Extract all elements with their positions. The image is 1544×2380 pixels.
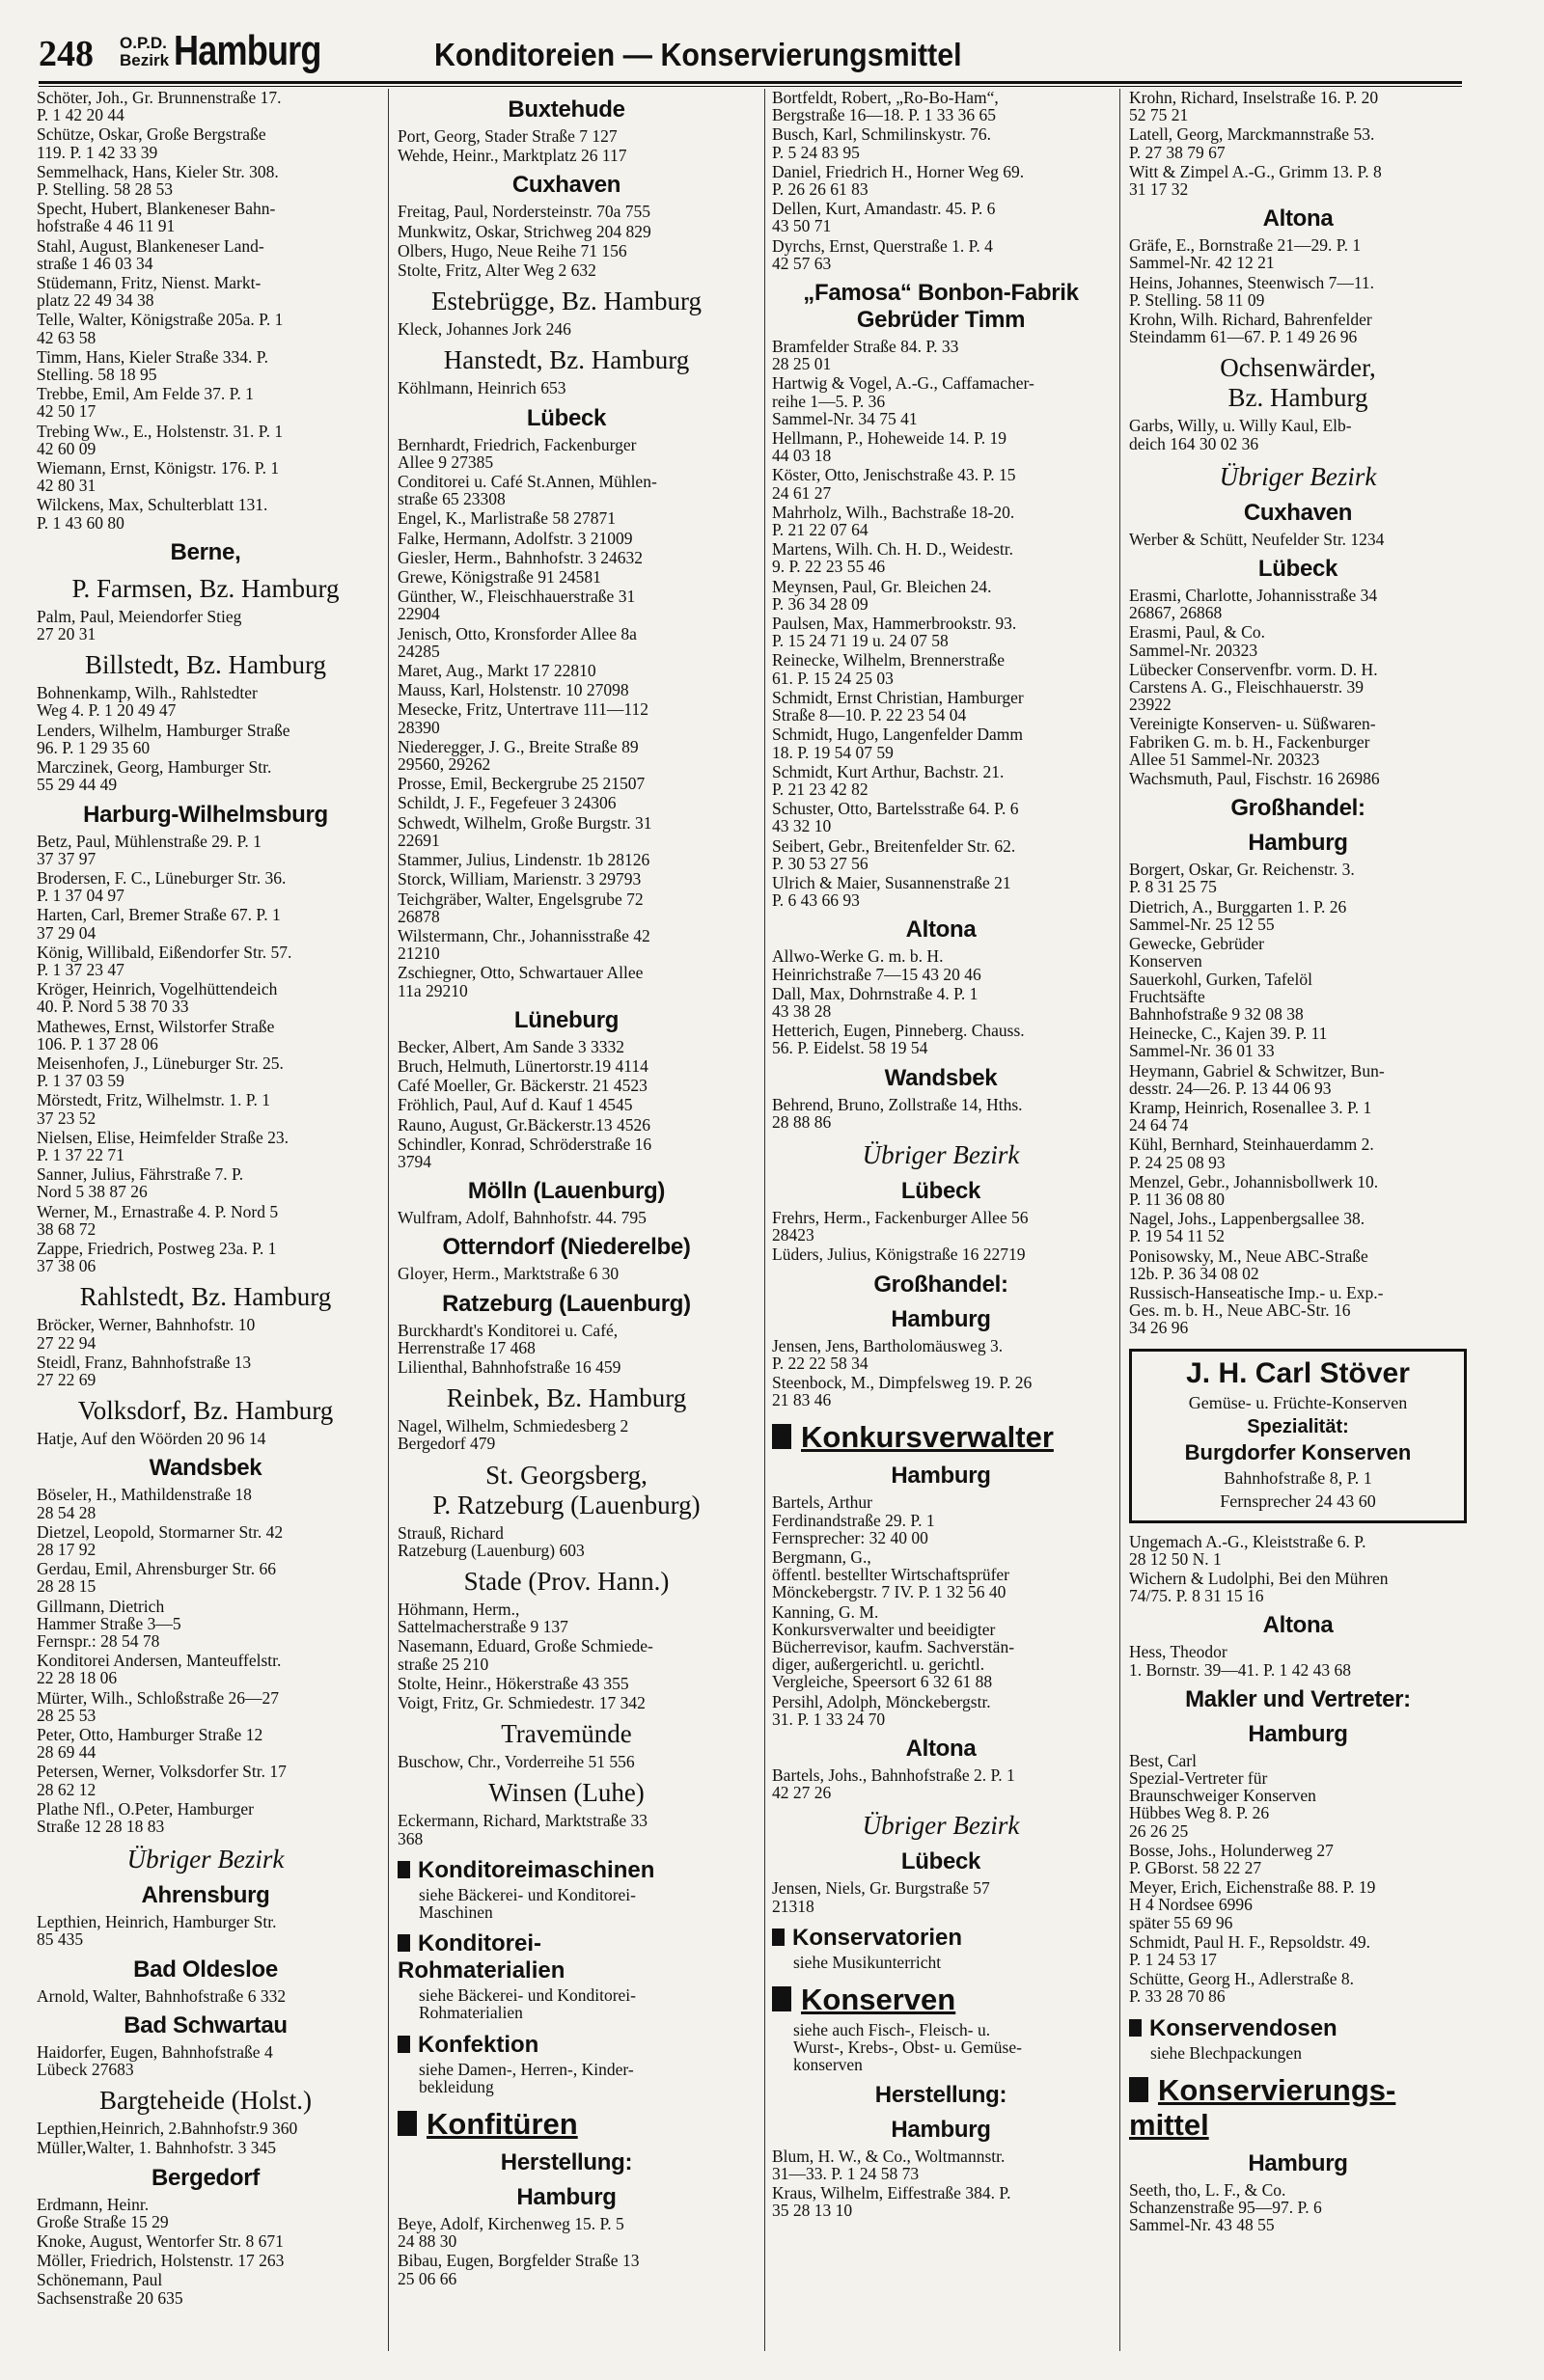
directory-entry: Rauno, August, Gr.Bäckerstr.13 4526	[398, 1114, 650, 1135]
directory-entry: Lübecker Conservenfbr. vorm. D. H. Carstens A. G., Fleischhauerstr. 39 23922	[1129, 659, 1378, 715]
directory-entry: Konditorei Andersen, Manteuffelstr. 22 28 18 06	[37, 1651, 282, 1688]
bezirk-label: Bezirk	[120, 51, 170, 69]
place-heading: Berne,	[170, 538, 241, 565]
directory-entry: Dellen, Kurt, Amandastr. 45. P. 6 43 50 71	[772, 199, 996, 236]
directory-entry: Böseler, H., Mathildenstraße 18 28 54 28	[37, 1485, 252, 1522]
directory-entry: Bibau, Eugen, Borgfelder Straße 13 25 06 66	[398, 2251, 640, 2288]
directory-entry: Gräfe, E., Bornstraße 21—29. P. 1 Sammel-Nr. 42 12 21	[1129, 235, 1362, 273]
directory-entry: Mathewes, Ernst, Wilstorfer Straße 106. P. 1 37 28 06	[37, 1016, 275, 1053]
directory-entry: Schmidt, Kurt Arthur, Bachstr. 21. P. 21 23 42 82	[772, 761, 1005, 799]
directory-entry: Werner, M., Ernastraße 4. P. Nord 5 38 68 72	[37, 1201, 279, 1239]
directory-entry: Café Moeller, Gr. Bäckerstr. 21 4523	[398, 1076, 648, 1096]
directory-entry: Wulfram, Adolf, Bahnhofstr. 44. 795	[398, 1208, 647, 1228]
advertisement-line: Spezialität:	[1247, 1415, 1349, 1437]
directory-entry: Best, Carl Spezial-Vertreter für Braunschweiger Konserven Hübbes Weg 8. P. 26 26 26 25	[1129, 1750, 1316, 1841]
directory-entry: Mahrholz, Wilh., Bachstraße 18-20. P. 21 22 07 64	[772, 502, 1015, 540]
advertisement-line: Bahnhofstraße 8, P. 1	[1224, 1467, 1372, 1488]
directory-entry: Specht, Hubert, Blankeneser Bahn- hofstraße 4 46 11 91	[37, 199, 276, 236]
directory-entry: Gloyer, Herm., Marktstraße 6 30	[398, 1264, 620, 1284]
directory-entry: Grewe, Königstraße 91 24581	[398, 567, 601, 588]
directory-entry: Nagel, Wilhelm, Schmiedesberg 2 Bergedorf 479	[398, 1416, 629, 1454]
region-heading: Übriger Bezirk	[862, 1811, 1020, 1841]
directory-entry: Günther, W., Fleischhauerstraße 31 22904	[398, 587, 636, 624]
place-heading: Cuxhaven	[1243, 499, 1353, 526]
directory-entry: Wichern & Ludolphi, Bei den Mühren 74/75. P. 8 31 15 16	[1129, 1568, 1389, 1606]
directory-entry: Trebbe, Emil, Am Felde 37. P. 1 42 50 17	[37, 384, 254, 422]
directory-entry: Dietzel, Leopold, Stormarner Str. 42 28 17 92	[37, 1521, 284, 1559]
directory-entry: Jensen, Jens, Bartholomäusweg 3. P. 22 22 58 34	[772, 1335, 1004, 1373]
directory-entry: Olbers, Hugo, Neue Reihe 71 156	[398, 240, 627, 260]
directory-entry: Becker, Albert, Am Sande 3 3332	[398, 1036, 625, 1056]
category-heading: Konservatorien	[772, 1925, 1110, 1952]
directory-entry: Gerdau, Emil, Ahrensburger Str. 66 28 28 15	[37, 1559, 277, 1597]
directory-entry: Schildt, J. F., Fegefeuer 3 24306	[398, 793, 617, 813]
region-heading: Übriger Bezirk	[1219, 461, 1377, 491]
directory-entry: Hellmann, P., Hoheweide 14. P. 19 44 03 18	[772, 428, 1007, 466]
directory-entry: Dall, Max, Dohrnstraße 4. P. 1 43 38 28	[772, 983, 979, 1021]
directory-entry: Seibert, Gebr., Breitenfelder Str. 62. P. 30 53 27 56	[772, 835, 1016, 873]
directory-entry: Seeth, tho, L. F., & Co. Schanzenstraße 95—97. P. 6 Sammel-Nr. 43 48 55	[1129, 2179, 1322, 2235]
directory-entry: Jenisch, Otto, Kronsforder Allee 8a 24285	[398, 623, 637, 661]
page-header	[39, 27, 1457, 77]
directory-entry: Sanner, Julius, Fährstraße 7. P. Nord 5 38 87 26	[37, 1164, 244, 1202]
directory-entry: Knoke, August, Wentorfer Str. 8 671	[37, 2231, 284, 2252]
region-heading: Übriger Bezirk	[862, 1139, 1020, 1169]
directory-entry: Bramfelder Straße 84. P. 33 28 25 01	[772, 337, 959, 374]
place-heading: Makler und Vertreter:	[1185, 1685, 1411, 1712]
directory-entry: Kanning, G. M. Konkursverwalter und beeidigter Bücherrevisor, kaufm. Sachverstän- diger, außergerichtl. u. gerichtl. Vergleiche, Speersort 6 32 61 88	[772, 1601, 1015, 1692]
place-heading: Billstedt, Bz. Hamburg	[85, 650, 326, 680]
advertisement-line: Gemüse- u. Früchte-Konserven	[1188, 1392, 1408, 1412]
place-heading: „Famosa“ Bonbon-Fabrik Gebrüder Timm	[803, 280, 1079, 334]
place-heading: Lübeck	[1257, 556, 1338, 583]
category-heading: Konditoreimaschinen	[398, 1857, 735, 1884]
place-heading: Bergedorf	[152, 2164, 260, 2191]
place-heading: St. Georgsberg, P. Ratzeburg (Lauenburg)	[432, 1460, 701, 1519]
directory-entry: Kröger, Heinrich, Vogelhüttendeich 40. P. Nord 5 38 70 33	[37, 979, 278, 1017]
directory-entry: Schuster, Otto, Bartelsstraße 64. P. 6 43 32 10	[772, 799, 1019, 836]
place-heading: Hanstedt, Bz. Hamburg	[443, 345, 690, 375]
directory-entry: Stahl, August, Blankeneser Land- straße 1 46 03 34	[37, 235, 264, 273]
place-heading: Ratzeburg (Lauenburg)	[442, 1290, 691, 1317]
directory-entry: Bosse, Johs., Holunderweg 27 P. GBorst. 58 22 27	[1129, 1840, 1334, 1877]
directory-entry: Schmidt, Paul H. F., Repsoldstr. 49. P. 1 24 53 17	[1129, 1931, 1370, 1970]
advertisement-line: Burgdorfer Konserven	[1184, 1439, 1412, 1464]
directory-entry: Giesler, Herm., Bahnhofstr. 3 24632	[398, 547, 643, 567]
directory-entry: Schmidt, Hugo, Langenfelder Damm 18. P. 19 54 07 59	[772, 725, 1024, 762]
directory-entry: Buschow, Chr., Vorderreihe 51 556	[398, 1752, 635, 1772]
header-rule-thin	[39, 86, 1462, 87]
directory-entry: Schmidt, Ernst Christian, Hamburger Straße 8—10. P. 22 23 54 04	[772, 687, 1024, 725]
place-heading: Großhandel:	[873, 1271, 1008, 1298]
category-heading: Konfitüren	[398, 2107, 735, 2142]
cross-reference: siehe Musikunterricht	[793, 1952, 942, 1972]
place-heading: Rahlstedt, Bz. Hamburg	[79, 1282, 332, 1312]
place-heading: Harburg-Wilhelmsburg	[83, 801, 328, 828]
directory-entry: Ponisowsky, M., Neue ABC-Straße 12b. P. 36 34 08 02	[1129, 1245, 1368, 1283]
place-heading: Wandsbek	[884, 1064, 998, 1091]
directory-entry: Krohn, Wilh. Richard, Bahrenfelder Steindamm 61—67. P. 1 49 26 96	[1129, 310, 1372, 347]
directory-entry: Borgert, Oskar, Gr. Reichenstr. 3. P. 8 31 25 75	[1129, 860, 1355, 897]
directory-entry: Mesecke, Fritz, Untertrave 111—112 28390	[398, 699, 648, 737]
directory-entry: Schwedt, Wilhelm, Große Burgstr. 31 22691	[398, 812, 652, 850]
directory-entry: Wachsmuth, Paul, Fischstr. 16 26986	[1129, 769, 1380, 789]
place-heading: Lübeck	[900, 1177, 981, 1204]
directory-entry: Steidl, Franz, Bahnhofstraße 13 27 22 69	[37, 1352, 252, 1389]
directory-entry: Trebing Ww., E., Holstenstr. 31. P. 1 42 60 09	[37, 421, 284, 458]
place-heading: Buxtehude	[508, 96, 625, 123]
directory-entry: Martens, Wilh. Ch. H. D., Weidestr. 9. P. 22 23 55 46	[772, 539, 1013, 577]
directory-entry: Persihl, Adolph, Mönckebergstr. 31. P. 1 33 24 70	[772, 1691, 991, 1729]
directory-entry: Nielsen, Elise, Heimfelder Straße 23. P. 1 37 22 71	[37, 1127, 289, 1164]
category-heading: Konkursverwalter	[772, 1420, 1110, 1455]
cross-reference: siehe Damen-, Herren-, Kinder- bekleidung	[419, 2059, 634, 2096]
place-heading: Estebrügge, Bz. Hamburg	[431, 287, 702, 316]
cross-reference: siehe Bäckerei- und Konditorei- Rohmaterialien	[419, 1985, 636, 2023]
directory-entry: Freitag, Paul, Norderstеinstr. 70a 755	[398, 202, 650, 222]
directory-entry: Lilienthal, Bahnhofstraße 16 459	[398, 1356, 621, 1377]
directory-entry: Hetterich, Eugen, Pinneberg. Chauss. 56. P. Eidelst. 58 19 54	[772, 1021, 1025, 1058]
cross-reference: siehe auch Fisch-, Fleisch- u. Wurst-, Krebs-, Obst- u. Gemüse- konserven	[793, 2020, 1022, 2075]
directory-entry: Werber & Schütt, Neufelder Str. 1234	[1129, 529, 1385, 549]
directory-entry: Erasmi, Charlotte, Johannisstraße 34 26867, 26868	[1129, 586, 1378, 623]
directory-entry: Menzel, Gebr., Johannisbollwerk 10. P. 11 36 08 80	[1129, 1171, 1379, 1209]
place-heading: Ahrensburg	[141, 1882, 270, 1909]
place-heading: Bad Schwartau	[124, 2011, 288, 2038]
directory-entry: Munkwitz, Oskar, Strichweg 204 829	[398, 221, 651, 241]
directory-entry: Meisenhofen, J., Lüneburger Str. 25. P. 1 37 03 59	[37, 1053, 284, 1091]
category-heading: Konservendosen	[1129, 2015, 1467, 2042]
directory-entry: Dietrich, A., Burggarten 1. P. 26 Sammel-Nr. 25 12 55	[1129, 896, 1347, 934]
directory-entry: Haidorfer, Eugen, Bahnhofstraße 4 Lübeck 27683	[37, 2041, 273, 2080]
directory-entry: Frehrs, Herm., Fackenburger Allee 56 28423	[772, 1207, 1029, 1245]
place-heading: Otterndorf (Niederelbe)	[442, 1234, 691, 1261]
directory-entry: Schöter, Joh., Gr. Brunnenstraße 17. P. 1 42 20 44	[37, 89, 282, 125]
place-heading: Hamburg	[891, 2116, 991, 2143]
directory-entry: Russisch-Hanseatische Imp.- u. Exp.- Ges. m. b. H., Neue ABC-Str. 16 34 26 96	[1129, 1282, 1384, 1338]
region-heading: Übriger Bezirk	[126, 1845, 285, 1874]
directory-entry: Schütze, Oskar, Große Bergstraße 119. P. 1 42 33 39	[37, 124, 266, 162]
directory-entry: Semmelhack, Hans, Kieler Str. 308. P. Stelling. 58 28 53	[37, 161, 279, 200]
directory-entry: Wehde, Heinr., Marktplatz 26 117	[398, 146, 627, 166]
directory-entry: Marczinek, Georg, Hamburger Str. 55 29 44 49	[37, 757, 272, 795]
place-heading: Mölln (Lauenburg)	[467, 1178, 666, 1205]
directory-entry: Kühl, Bernhard, Steinhauerdamm 2. P. 24 25 08 93	[1129, 1135, 1374, 1172]
directory-entry: Allwo-Werke G. m. b. H. Heinrichstraße 7—15 43 20 46	[772, 946, 981, 984]
directory-entry: Gewecke, Gebrüder Konserven Sauerkohl, Gurken, Tafelöl Fruchtsäfte Bahnhofstraße 9 32 08 38	[1129, 934, 1312, 1024]
directory-entry: Betz, Paul, Mühlenstraße 29. P. 1 37 37 97	[37, 831, 262, 868]
directory-entry: Möller, Friedrich, Holstenstr. 17 263	[37, 2251, 285, 2271]
city-title: Hamburg	[174, 27, 321, 74]
opd-label	[120, 35, 169, 69]
directory-entry: Falke, Hermann, Adolfstr. 3 21009	[398, 528, 633, 548]
directory-entry: Heinecke, C., Kajen 39. P. 11 Sammel-Nr. 36 01 33	[1129, 1024, 1328, 1061]
directory-entry: Latell, Georg, Marckmannstraße 53. P. 27 38 79 67	[1129, 124, 1375, 162]
directory-entry: Kraus, Wilhelm, Eiffestraße 384. P. 35 28 13 10	[772, 2183, 1011, 2221]
place-heading: Hamburg	[891, 1463, 991, 1490]
directory-entry: Garbs, Willy, u. Willy Kaul, Elb- deich 164 30 02 36	[1129, 416, 1352, 453]
directory-entry: Bernhardt, Friedrich, Fackenburger Allee 9 27385	[398, 434, 637, 472]
place-heading: Altona	[1262, 1612, 1334, 1639]
directory-entry: Gillmann, Dietrich Hammer Straße 3—5 Fernspr.: 28 54 78	[37, 1596, 181, 1652]
directory-entry: Mürter, Wilh., Schloßstraße 26—27 28 25 53	[37, 1687, 280, 1725]
directory-entry: Jensen, Niels, Gr. Burgstraße 57 21318	[772, 1878, 990, 1916]
directory-entry: Maret, Aug., Markt 17 22810	[398, 661, 596, 681]
directory-entry: Vereinigte Konserven- u. Süßwaren- Fabriken G. m. b. H., Fackenburger Allee 51 Sammel-Nr. 20323	[1129, 714, 1376, 769]
place-heading: Altona	[905, 1736, 977, 1763]
directory-entry: Schönemann, Paul Sachsenstraße 20 635	[37, 2270, 183, 2308]
directory-entry: Harten, Carl, Bremer Straße 67. P. 1 37 29 04	[37, 905, 281, 943]
directory-entry: Conditorei u. Café St.Annen, Mühlen- straße 65 23308	[398, 472, 657, 509]
advertisement-box	[1129, 1349, 1467, 1523]
directory-entry: Storck, William, Marienstr. 3 29793	[398, 869, 642, 889]
directory-entry: Bartels, Johs., Bahnhofstraße 2. P. 1 42 27 26	[772, 1765, 1015, 1803]
directory-entry: Lepthien, Heinrich, Hamburger Str. 85 435	[37, 1912, 277, 1950]
directory-entry: Ulrich & Maier, Susannenstraße 21 P. 6 43 66 93	[772, 872, 1011, 911]
category-heading: Konditorei- Rohmaterialien	[398, 1930, 735, 1984]
directory-entry: Engel, K., Marlistraße 58 27871	[398, 508, 616, 529]
directory-entry: Ungemach A.-G., Kleiststraße 6. P. 28 12 50 N. 1	[1129, 1531, 1366, 1569]
place-heading: Hamburg	[891, 1305, 991, 1332]
directory-entry: Wiemann, Ernst, Königstr. 176. P. 1 42 80 31	[37, 458, 280, 496]
directory-entry: Teichgräber, Walter, Engelsgrube 72 26878	[398, 889, 644, 926]
category-heading: Konfektion	[398, 2032, 735, 2059]
place-heading: Herstellung:	[500, 2149, 633, 2176]
place-heading: Lübeck	[900, 1848, 981, 1875]
place-heading: Lüneburg	[513, 1006, 620, 1033]
directory-entry: Voigt, Fritz, Gr. Schmiedestr. 17 342	[398, 1692, 646, 1712]
directory-entry: Plathe Nfl., O.Peter, Hamburger Straße 12 28 18 83	[37, 1798, 254, 1837]
directory-entry: Fröhlich, Paul, Auf d. Kauf 1 4545	[398, 1095, 633, 1115]
place-heading: Hamburg	[1248, 830, 1348, 857]
directory-entry: Stolte, Fritz, Alter Weg 2 632	[398, 260, 596, 281]
place-heading: Bad Oldesloe	[133, 1956, 278, 1983]
directory-entry: Hatje, Auf den Wöörden 20 96 14	[37, 1429, 266, 1449]
directory-entry: Prosse, Emil, Beckergrube 25 21507	[398, 774, 646, 794]
directory-entry: Bartels, Arthur Ferdinandstraße 29. P. 1 Fernsprecher: 32 40 00	[772, 1492, 935, 1547]
directory-entry: Blum, H. W., & Co., Woltmannstr. 31—33. P. 1 24 58 73	[772, 2146, 1006, 2183]
cross-reference: siehe Blechpackungen	[1150, 2042, 1302, 2063]
directory-entry: Mauss, Karl, Holstenstr. 10 27098	[398, 680, 629, 700]
place-heading: Cuxhaven	[511, 172, 621, 199]
directory-entry: Hartwig & Vogel, A.-G., Caffamacher- reihe 1—5. P. 36 Sammel-Nr. 34 75 41	[772, 373, 1034, 428]
directory-entry: Bergmann, G., öffentl. bestellter Wirtschaftsprüfer Mönckebergstr. 7 IV. P. 1 32 56 40	[772, 1546, 1009, 1602]
column-3	[772, 89, 1110, 2351]
directory-entry: Brodersen, F. C., Lüneburger Str. 36. P. 1 37 04 97	[37, 867, 287, 906]
directory-entry: Lüders, Julius, Königstraße 16 22719	[772, 1245, 1026, 1265]
directory-entry: König, Willibald, Eißendorfer Str. 57. P. 1 37 23 47	[37, 942, 292, 979]
place-heading: Hamburg	[1248, 2149, 1348, 2176]
place-heading: Hamburg	[1248, 1720, 1348, 1747]
directory-entry: Behrend, Bruno, Zollstraße 14, Hths. 28 88 86	[772, 1094, 1023, 1132]
directory-entry: Meynsen, Paul, Gr. Bleichen 24. P. 36 34 28 09	[772, 576, 992, 614]
directory-entry: Heins, Johannes, Steenwisch 7—11. P. Stelling. 58 11 09	[1129, 272, 1375, 310]
directory-entry: Zschiegner, Otto, Schwartauer Allee 11a 29210	[398, 963, 644, 1000]
directory-entry: Erasmi, Paul, & Co. Sammel-Nr. 20323	[1129, 622, 1265, 660]
directory-entry: Steenbock, M., Dimpfelsweg 19. P. 26 21 83 46	[772, 1372, 1033, 1410]
column-divider	[388, 89, 389, 2351]
directory-entry: Peter, Otto, Hamburger Straße 12 28 69 44	[37, 1725, 263, 1763]
cross-reference: siehe Bäckerei- und Konditorei- Maschinen	[419, 1884, 636, 1922]
directory-entry: Wilstermann, Chr., Johannisstraße 42 21210	[398, 925, 650, 964]
directory-entry: Petersen, Werner, Volksdorfer Str. 17 28 62 12	[37, 1762, 287, 1799]
place-heading: Wandsbek	[149, 1455, 262, 1482]
directory-entry: Telle, Walter, Königstraße 205a. P. 1 42 63 58	[37, 310, 284, 347]
directory-entry: Mörstedt, Fritz, Wilhelmstr. 1. P. 1 37 23 52	[37, 1090, 271, 1128]
directory-entry: Palm, Paul, Meiendorfer Stieg 27 20 31	[37, 606, 242, 644]
directory-entry: Müller,Walter, 1. Bahnhofstr. 3 345	[37, 2138, 276, 2158]
directory-entry: Stüdemann, Fritz, Nienst. Markt- platz 22 49 34 38	[37, 273, 262, 311]
place-heading: Bargteheide (Holst.)	[99, 2086, 312, 2116]
column-divider	[764, 89, 765, 2351]
directory-entry: Eckermann, Richard, Marktstraße 33 368	[398, 1811, 648, 1848]
directory-entry: Reinecke, Wilhelm, Brennerstraße 61. P. 15 24 25 03	[772, 650, 1005, 688]
directory-entry: Arnold, Walter, Bahnhofstraße 6 332	[37, 1985, 287, 2006]
directory-entry: Schindler, Konrad, Schröderstraße 16 3794	[398, 1134, 652, 1171]
directory-entry: Stolte, Heinr., Hökerstraße 43 355	[398, 1673, 629, 1693]
place-heading: Stade (Prov. Hann.)	[463, 1566, 670, 1596]
directory-entry: Heymann, Gabriel & Schwitzer, Bun- desstr. 24—26. P. 13 44 06 93	[1129, 1060, 1385, 1098]
directory-entry: Nagel, Johs., Lappenbergsallee 38. P. 19 54 11 52	[1129, 1209, 1365, 1246]
column-2	[398, 89, 735, 2351]
directory-entry: Port, Georg, Stader Straße 7 127	[398, 126, 618, 146]
place-heading: Großhandel:	[1230, 795, 1365, 822]
directory-entry: Stammer, Julius, Lindenstr. 1b 28126	[398, 850, 650, 870]
directory-entry: Schütte, Georg H., Adlerstraße 8. P. 33 28 70 86	[1129, 1969, 1354, 2007]
directory-entry: Dyrchs, Ernst, Querstraße 1. P. 4 42 57 63	[772, 235, 993, 273]
place-heading: Volksdorf, Bz. Hamburg	[77, 1396, 334, 1426]
directory-entry: Bortfeldt, Robert, „Ro-Bo-Ham“, Bergstraße 16—18. P. 1 33 36 65	[772, 89, 999, 125]
directory-entry: Köhlmann, Heinrich 653	[398, 378, 566, 398]
directory-entry: Nasemann, Eduard, Große Schmiede- straße 25 210	[398, 1636, 653, 1674]
place-heading: Reinbek, Bz. Hamburg	[446, 1383, 687, 1413]
directory-entry: Lepthien,Heinrich, 2.Bahnhofstr.9 360	[37, 2119, 298, 2139]
advertisement-line: J. H. Carl Stöver	[1186, 1356, 1410, 1389]
column-4	[1129, 89, 1467, 2351]
directory-entry: Köster, Otto, Jenischstraße 43. P. 15 24 61 27	[772, 465, 1016, 503]
place-heading: Lübeck	[526, 404, 607, 431]
place-heading: Winsen (Luhe)	[488, 1778, 645, 1808]
directory-entry: Beye, Adolf, Kirchenweg 15. P. 5 24 88 30	[398, 2214, 624, 2252]
section-title: Konditoreien — Konservierungsmittel	[434, 37, 962, 72]
column-divider	[1119, 89, 1120, 2351]
advertisement-line: Fernsprecher 24 43 60	[1220, 1491, 1376, 1511]
header-rule	[39, 81, 1462, 84]
place-heading: Travemünde	[501, 1719, 632, 1749]
directory-entry: Lenders, Wilhelm, Hamburger Straße 96. P. 1 29 35 60	[37, 720, 290, 757]
place-heading: Ochsenwärder, Bz. Hamburg	[1220, 353, 1376, 413]
opd-abbrev: O.P.D.	[120, 34, 167, 52]
directory-entry: Wilckens, Max, Schulterblatt 131. P. 1 43 60 80	[37, 495, 268, 533]
directory-entry: Bröcker, Werner, Bahnhofstr. 10 27 22 94	[37, 1315, 256, 1353]
directory-entry: Meyer, Erich, Eichenstraße 88. P. 19 H 4 Nordsee 6996 später 55 69 96	[1129, 1877, 1376, 1932]
page-number: 248	[39, 34, 94, 74]
category-heading: Konservierungs- mittel	[1129, 2073, 1467, 2143]
directory-entry: Bruch, Helmuth, Lünertorstr.19 4114	[398, 1055, 648, 1076]
directory-entry: Erdmann, Heinr. Große Straße 15 29	[37, 2194, 169, 2231]
directory-entry: Busch, Karl, Schmilinskystr. 76. P. 5 24 83 95	[772, 124, 992, 162]
directory-entry: Zappe, Friedrich, Postweg 23a. P. 1 37 38 06	[37, 1238, 277, 1276]
place-heading: Herstellung:	[874, 2081, 1007, 2108]
directory-entry: Niederegger, J. G., Breite Straße 89 29560, 29262	[398, 736, 639, 775]
directory-entry: Witt & Zimpel A.-G., Grimm 13. P. 8 31 17 32	[1129, 161, 1382, 200]
place-heading: P. Farmsen, Bz. Hamburg	[71, 573, 340, 603]
place-heading: Hamburg	[516, 2184, 617, 2211]
directory-entry: Burckhardt's Konditorei u. Café, Herrenstraße 17 468	[398, 1320, 619, 1357]
directory-entry: Paulsen, Max, Hammerbrookstr. 93. P. 15 24 71 19 u. 24 07 58	[772, 614, 1017, 651]
category-heading: Konserven	[772, 1983, 1110, 2017]
directory-entry: Krohn, Richard, Inselstraße 16. P. 20 52 75 21	[1129, 89, 1379, 125]
directory-entry: Höhmann, Herm., Sattelmacherstraße 9 137	[398, 1599, 568, 1637]
directory-entry: Kleck, Johannes Jork 246	[398, 319, 571, 340]
place-heading: Altona	[1262, 205, 1334, 233]
directory-entry: Daniel, Friedrich H., Horner Weg 69. P. 26 26 61 83	[772, 161, 1025, 200]
directory-entry: Strauß, Richard Ratzeburg (Lauenburg) 603	[398, 1522, 585, 1560]
place-heading: Altona	[905, 916, 977, 944]
directory-entry: Timm, Hans, Kieler Straße 334. P. Stelling. 58 18 95	[37, 346, 268, 385]
directory-entry: Kramp, Heinrich, Rosenallee 3. P. 1 24 64 74	[1129, 1097, 1372, 1135]
directory-entry: Bohnenkamp, Wilh., Rahlstedter Weg 4. P. 1 20 49 47	[37, 683, 258, 721]
directory-entry: Hess, Theodor 1. Bornstr. 39—41. P. 1 42 43 68	[1129, 1642, 1351, 1680]
column-1	[37, 89, 374, 2351]
